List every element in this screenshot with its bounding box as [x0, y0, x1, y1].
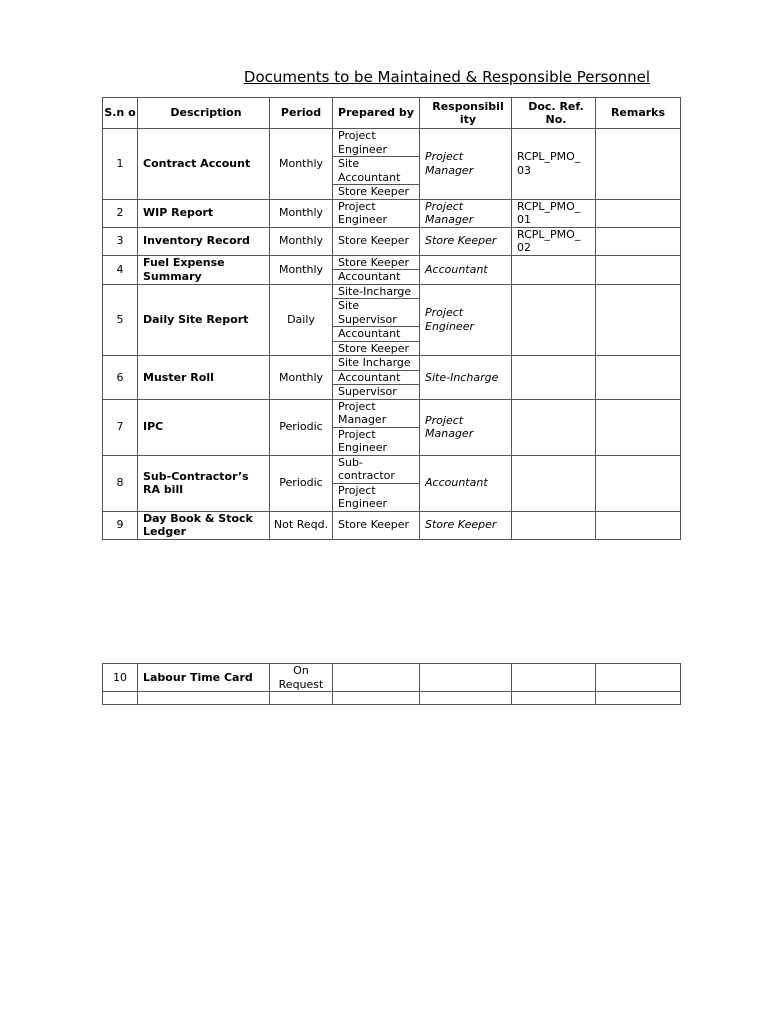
cell-doc-ref — [512, 356, 596, 400]
cell-remarks — [596, 227, 681, 255]
header-remarks: Remarks — [596, 98, 681, 129]
cell-doc-ref — [512, 455, 596, 511]
table-row — [103, 284, 681, 356]
cell-sno: 2 — [103, 199, 138, 227]
cell-prepared-by — [333, 356, 420, 400]
header-period: Period — [270, 98, 333, 129]
cell-sno: 9 — [103, 511, 138, 539]
table-row — [103, 356, 681, 400]
cell-remarks — [596, 356, 681, 400]
table-row — [103, 227, 681, 255]
cell-period — [270, 692, 333, 705]
header-doc-ref: Doc. Ref. No. — [512, 98, 596, 129]
cell-description: WIP Report — [138, 199, 270, 227]
table-row — [103, 255, 681, 284]
cell-prepared-by — [333, 227, 420, 255]
prepared-by-entry: Site Accountant — [333, 157, 419, 185]
cell-description: Sub-Contractor’s RA bill — [138, 455, 270, 511]
header-sno: S.n o — [103, 98, 138, 129]
cell-period: Not Reqd. — [270, 511, 333, 539]
cell-period: Monthly — [270, 227, 333, 255]
cell-remarks — [596, 692, 681, 705]
cell-doc-ref — [512, 399, 596, 455]
cell-period: Periodic — [270, 455, 333, 511]
prepared-by-entry: Supervisor — [338, 385, 397, 398]
cell-description: Inventory Record — [138, 227, 270, 255]
cell-responsibility: Store Keeper — [420, 511, 512, 539]
prepared-by-entry: Project Engineer — [338, 427, 387, 454]
prepared-by-entry: Site Supervisor — [333, 299, 419, 327]
cell-prepared-by — [333, 284, 420, 356]
cell-prepared-by — [333, 399, 420, 455]
prepared-by-entry: Store Keeper — [338, 185, 410, 198]
cell-remarks — [596, 664, 681, 692]
cell-sno: 1 — [103, 129, 138, 200]
header-prepared-by: Prepared by — [333, 98, 420, 129]
cell-description: Labour Time Card — [138, 664, 270, 692]
prepared-by-entry: Store Keeper — [338, 234, 410, 248]
cell-remarks — [596, 284, 681, 356]
table-row — [103, 399, 681, 455]
cell-remarks — [596, 511, 681, 539]
cell-doc-ref — [512, 255, 596, 284]
table-row — [103, 664, 681, 692]
cell-prepared-by — [333, 455, 420, 511]
cell-doc-ref — [512, 284, 596, 356]
cell-sno: 3 — [103, 227, 138, 255]
cell-prepared-by — [333, 664, 420, 692]
cell-period: Daily — [270, 284, 333, 356]
cell-description: Contract Account — [138, 129, 270, 200]
cell-description — [138, 692, 270, 705]
prepared-by-entry: Accountant — [333, 371, 419, 386]
cell-doc-ref: RCPL_PMO_ 03 — [512, 129, 596, 200]
cell-description: Day Book & Stock Ledger — [138, 511, 270, 539]
cell-responsibility: Project Manager — [420, 399, 512, 455]
table-row — [103, 511, 681, 539]
prepared-by-entry: Site Incharge — [333, 356, 419, 371]
page-title: Documents to be Maintained & Responsible Personnel — [243, 68, 651, 86]
cell-sno: 10 — [103, 664, 138, 692]
cell-remarks — [596, 255, 681, 284]
cell-sno: 8 — [103, 455, 138, 511]
cell-description: Daily Site Report — [138, 284, 270, 356]
cell-sno: 4 — [103, 255, 138, 284]
table-row — [103, 455, 681, 511]
prepared-by-entry: Project Engineer — [333, 129, 419, 157]
cell-period: Periodic — [270, 399, 333, 455]
table-row — [103, 692, 681, 705]
table-row — [103, 199, 681, 227]
cell-responsibility: Site-Incharge — [420, 356, 512, 400]
cell-remarks — [596, 399, 681, 455]
cell-doc-ref: RCPL_PMO_ 02 — [512, 227, 596, 255]
cell-description: Fuel Expense Summary — [138, 255, 270, 284]
cell-remarks — [596, 199, 681, 227]
prepared-by-entry: Project Manager — [333, 400, 419, 428]
cell-remarks — [596, 455, 681, 511]
cell-period: Monthly — [270, 199, 333, 227]
cell-prepared-by — [333, 255, 420, 284]
cell-remarks — [596, 129, 681, 200]
cell-sno: 6 — [103, 356, 138, 400]
cell-doc-ref: RCPL_PMO_ 01 — [512, 199, 596, 227]
cell-doc-ref — [512, 511, 596, 539]
prepared-by-entry: Store Keeper — [333, 256, 419, 271]
cell-description: Muster Roll — [138, 356, 270, 400]
cell-description: IPC — [138, 399, 270, 455]
prepared-by-entry: Store Keeper — [338, 518, 410, 532]
prepared-by-entry: Project Engineer — [338, 199, 387, 226]
documents-table-continued — [102, 663, 681, 705]
cell-prepared-by — [333, 511, 420, 539]
cell-period: Monthly — [270, 255, 333, 284]
cell-prepared-by — [333, 199, 420, 227]
cell-responsibility: Store Keeper — [420, 227, 512, 255]
cell-period: On Request — [270, 664, 333, 692]
header-responsibility: Responsibil ity — [420, 98, 512, 129]
cell-responsibility: Project Manager — [420, 129, 512, 200]
cell-doc-ref — [512, 692, 596, 705]
prepared-by-entry: Project Engineer — [338, 483, 387, 510]
cell-doc-ref — [512, 664, 596, 692]
prepared-by-entry: Accountant — [333, 327, 419, 342]
cell-prepared-by — [333, 129, 420, 200]
cell-responsibility: Accountant — [420, 455, 512, 511]
table-row — [103, 129, 681, 200]
cell-responsibility — [420, 664, 512, 692]
cell-sno: 7 — [103, 399, 138, 455]
cell-responsibility — [420, 692, 512, 705]
cell-responsibility: Project Manager — [420, 199, 512, 227]
prepared-by-entry: Accountant — [338, 270, 401, 283]
table-header-row — [103, 98, 681, 129]
prepared-by-entry: Sub-contractor — [333, 456, 419, 484]
cell-sno: 5 — [103, 284, 138, 356]
documents-table — [102, 97, 681, 540]
cell-prepared-by — [333, 692, 420, 705]
prepared-by-entry: Store Keeper — [338, 341, 410, 355]
cell-sno — [103, 692, 138, 705]
cell-period: Monthly — [270, 129, 333, 200]
cell-responsibility: Accountant — [420, 255, 512, 284]
cell-period: Monthly — [270, 356, 333, 400]
prepared-by-entry: Site-Incharge — [333, 285, 419, 300]
header-description: Description — [138, 98, 270, 129]
cell-responsibility: Project Engineer — [420, 284, 512, 356]
